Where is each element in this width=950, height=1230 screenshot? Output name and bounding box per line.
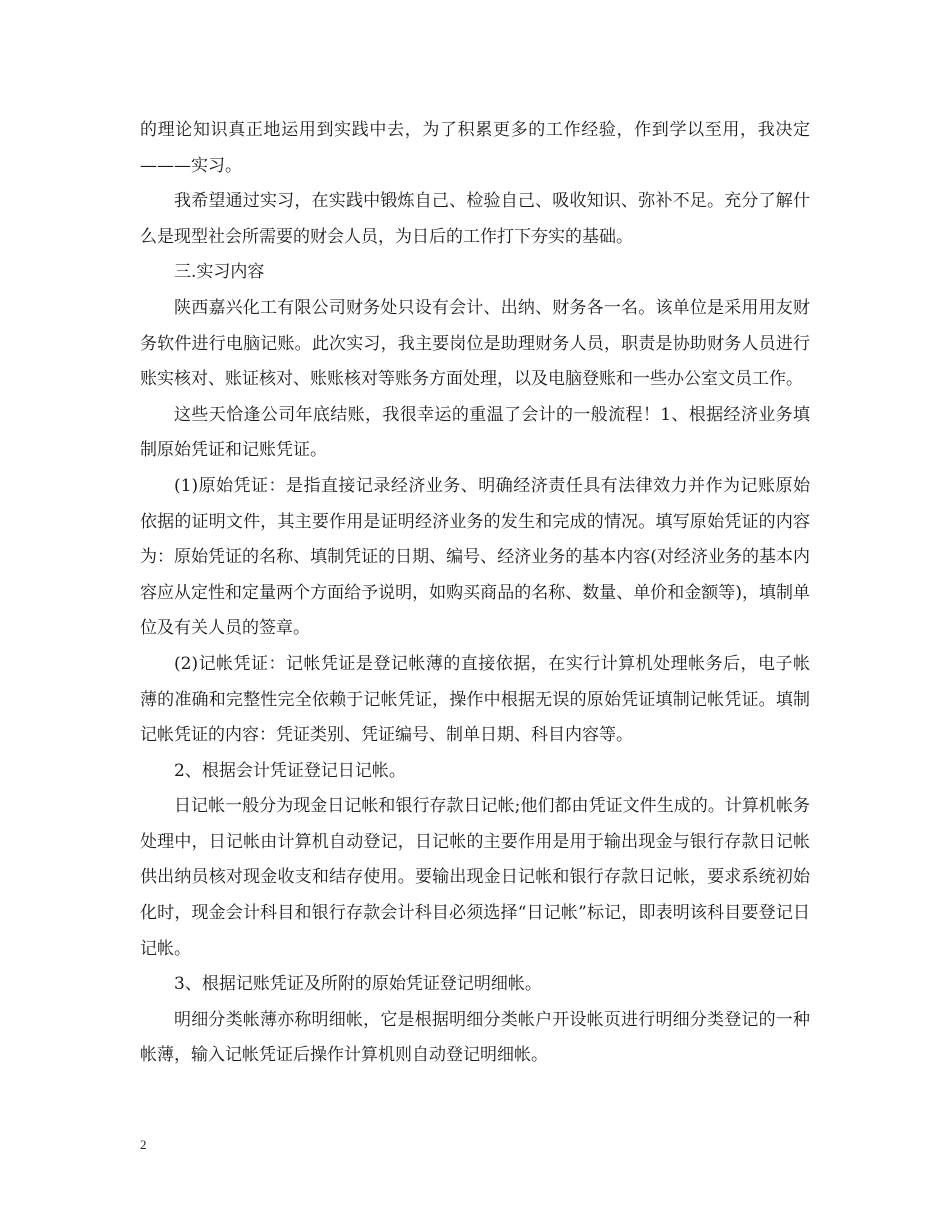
paragraph: 陕西嘉兴化工有限公司财务处只设有会计、出纳、财务各一名。该单位是采用用友财务软件进行电脑记账。此次实习，我主要岗位是助理财务人员，职责是协助财务人员进行账实核对、账证核对、账账核对等账务方面处理，以及电脑登账和一些办公室文员工作。	[140, 297, 810, 390]
paragraph: 2、根据会计凭证登记日记帐。	[174, 760, 406, 781]
paragraph: (2)记帐凭证：记帐凭证是登记帐薄的直接依据，在实行计算机处理帐务后，电子帐薄的准确和完整性完全依赖于记帐凭证，操作中根据无误的原始凭证填制记帐凭证。填制记帐凭证的内容：凭证类别、凭证编号、制单日期、科目内容等。	[140, 653, 810, 746]
document-body	[140, 113, 810, 1074]
page-number: 2	[140, 1137, 147, 1152]
paragraph: (1)原始凭证：是指直接记录经济业务、明确经济责任具有法律效力并作为记账原始依据的证明文件，其主要作用是证明经济业务的发生和完成的情况。填写原始凭证的内容为：原始凭证的名称、填制凭证的日期、编号、经济业务的基本内容(对经济业务的基本内容应从定性和定量两个方面给予说明，如购买商品的名称、数量、单价和金额等)，填制单位及有关人员的签章。	[140, 475, 810, 639]
section-heading: 三.实习内容	[174, 262, 265, 283]
paragraph: 日记帐一般分为现金日记帐和银行存款日记帐;他们都由凭证文件生成的。计算机帐务处理中，日记帐由计算机自动登记，日记帐的主要作用是用于输出现金与银行存款日记帐供出纳员核对现金收支和结存使用。要输出现金日记帐和银行存款日记帐，要求系统初始化时，现金会计科目和银行存款会计科目必须选择“日记帐”标记，即表明该科目要登记日记帐。	[140, 796, 810, 959]
paragraph: 我希望通过实习，在实践中锻炼自己、检验自己、吸收知识、弥补不足。充分了解什么是现型社会所需要的财会人员，为日后的工作打下夯实的基础。	[140, 191, 810, 247]
paragraph: 这些天恰逢公司年底结账，我很幸运的重温了会计的一般流程！1、根据经济业务填制原始凭证和记账凭证。	[140, 404, 810, 461]
paragraph: 明细分类帐薄亦称明细帐，它是根据明细分类帐户开设帐页进行明细分类登记的一种帐薄，输入记帐凭证后操作计算机则自动登记明细帐。	[140, 1009, 810, 1066]
paragraph: 3、根据记账凭证及所附的原始凭证登记明细帐。	[174, 974, 542, 995]
paragraph: 的理论知识真正地运用到实践中去，为了积累更多的工作经验，作到学以至用，我决定———实习。	[140, 120, 810, 176]
